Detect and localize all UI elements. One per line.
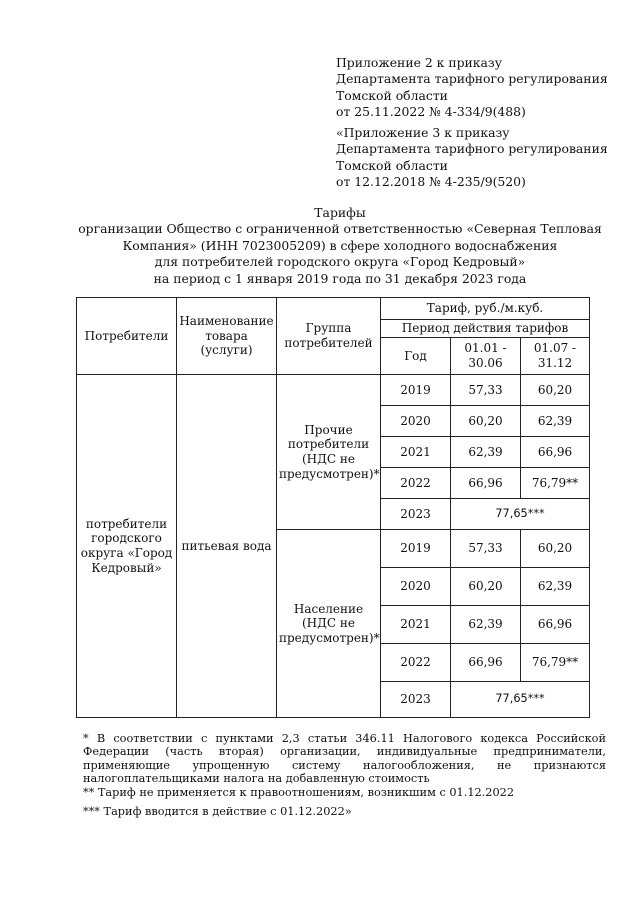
year-cell: 2019 (381, 375, 451, 406)
tariff-h1-cell: 57,33 (451, 530, 521, 568)
tariff-h1-cell: 60,20 (451, 568, 521, 606)
header-group: Группа потребителей (277, 298, 381, 375)
year-cell: 2022 (381, 468, 451, 499)
tariff-h2-cell: 76,79** (521, 468, 590, 499)
tariff-h1-cell: 60,20 (451, 406, 521, 437)
header-consumers: Потребители (77, 298, 177, 375)
tariff-h1-cell: 66,96 (451, 644, 521, 682)
tariff-h2-cell: 62,39 (521, 568, 590, 606)
product-cell: питьевая вода (177, 375, 277, 718)
header-line: Департамента тарифного регулирования (336, 141, 608, 157)
tariff-h1-cell: 57,33 (451, 375, 521, 406)
header-period: Период действия тарифов (381, 320, 590, 338)
footnote-effective-date: *** Тариф вводится в действие с 01.12.2022» (83, 805, 352, 818)
appendix-header-original (336, 125, 608, 191)
tariff-h1-cell: 62,39 (451, 437, 521, 468)
title-line: организации Общество с ограниченной ответственностью «Северная Тепловая (78, 221, 602, 237)
tariff-h2-cell: 60,20 (521, 530, 590, 568)
header-line: Приложение 2 к приказу (336, 55, 502, 70)
consumer-cell: потребители городского округа «Город Кедровый» (77, 375, 177, 718)
tariff-h2-cell: 60,20 (521, 375, 590, 406)
header-line: от 25.11.2022 № 4-334/9(488) (336, 104, 526, 120)
year-cell: 2020 (381, 568, 451, 606)
header-tariff: Тариф, руб./м.куб. (381, 298, 590, 320)
tariff-merged-cell: 77,65*** (451, 499, 590, 530)
tariff-h1-cell: 62,39 (451, 606, 521, 644)
header-line: Департамента тарифного регулирования (336, 71, 608, 87)
header-half2: 01.07 - 31.12 (521, 338, 590, 375)
header-line: Томской области (336, 157, 448, 173)
title-line: на период с 1 января 2019 года по 31 декабря 2023 года (153, 270, 527, 286)
year-cell: 2023 (381, 499, 451, 530)
year-cell: 2023 (381, 682, 451, 718)
appendix-header-current (336, 55, 608, 121)
year-cell: 2019 (381, 530, 451, 568)
header-line: от 12.12.2018 № 4-235/9(520) (336, 174, 526, 190)
year-cell: 2021 (381, 437, 451, 468)
header-line: «Приложение 3 к приказу (336, 125, 510, 140)
table-header-row (77, 298, 590, 320)
year-cell: 2022 (381, 644, 451, 682)
tariff-h1-cell: 66,96 (451, 468, 521, 499)
tariff-h2-cell: 62,39 (521, 406, 590, 437)
tariff-merged-cell: 77,65*** (451, 682, 590, 718)
title-line: Компания» (ИНН 7023005209) в сфере холодного водоснабжения (122, 237, 558, 253)
tariff-h2-cell: 66,96 (521, 606, 590, 644)
table-row (77, 375, 590, 406)
group-cell: Прочие потребители (НДС не предусмотрен)* (277, 375, 381, 530)
header-year: Год (381, 338, 451, 375)
header-half1: 01.01 - 30.06 (451, 338, 521, 375)
header-line: Томской области (336, 87, 448, 103)
footnote-not-applied: ** Тариф не применяется к правоотношениям, возникшим с 01.12.2022 (83, 786, 515, 799)
title-line: для потребителей городского округа «Город Кедровый» (154, 254, 526, 270)
tariff-table (76, 297, 590, 718)
tariff-h2-cell: 66,96 (521, 437, 590, 468)
footnote-vat: * В соответствии с пунктами 2,3 статьи 346.11 Налогового кодекса Российской Федерации (часть вторая) организации, индивидуальные предприниматели, применяющие упрощенную систему налогообложения, не признаются налогоплательщиками налога на добавленную стоимость (83, 732, 606, 786)
title-heading: Тарифы (314, 205, 366, 220)
document-title (60, 205, 620, 287)
year-cell: 2020 (381, 406, 451, 437)
group-cell: Население (НДС не предусмотрен)* (277, 530, 381, 718)
tariff-h2-cell: 76,79** (521, 644, 590, 682)
header-product: Наименование товара (услуги) (177, 298, 277, 375)
year-cell: 2021 (381, 606, 451, 644)
